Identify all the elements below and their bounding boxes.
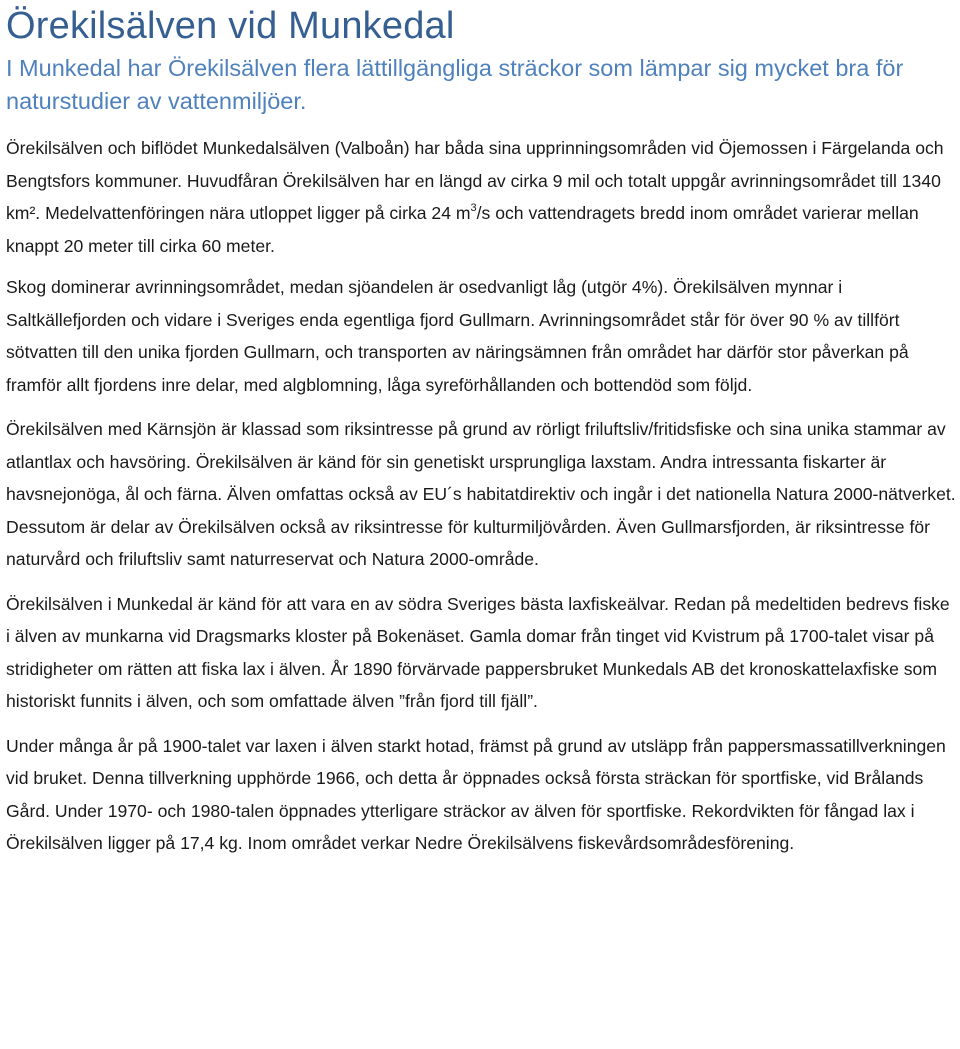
spacer xyxy=(6,118,956,132)
spacer xyxy=(6,718,956,730)
paragraph-catchment: Skog dominerar avrinningsområdet, medan sjöandelen är osedvanligt låg (utgör 4%). Örekilsälven mynnar i Saltkällefjorden och vidare i Sveriges enda egentliga fjord Gullmarn. Avrinningsområdet står för över 90 % av tillfört sötvatten till den unika fjorden Gullmarn, och transporten av näringsämnen från området har därför stor påverkan på framför allt fjordens inre delar, med algblomning, låga syreförhållanden och bottendöd som följd. xyxy=(6,277,909,395)
paragraph-geography-text-b: /s och vattendragets bredd inom området varierar mellan knappt 20 meter till cirka 60 meter. xyxy=(6,203,919,256)
page-subtitle: I Munkedal har Örekilsälven flera lättillgängliga sträckor som lämpar sig mycket bra för naturstudier av vattenmiljöer. xyxy=(6,55,904,114)
superscript-cubic: 3 xyxy=(470,202,477,214)
page-title: Örekilsälven vid Munkedal xyxy=(6,5,455,47)
paragraph-geography-text-a: Örekilsälven och biflödet Munkedalsälven (Valboån) har båda sina upprinningsområden vid Öjemossen i Färgelanda och Bengtsfors kommuner. Huvudfåran Örekilsälven har en längd av cirka 9 mil och totalt uppgår avrinningsområdet till 1340 km². Medelvattenföringen nära utloppet ligger på cirka 24 m xyxy=(6,138,944,223)
document-page xyxy=(6,0,956,860)
spacer xyxy=(6,262,956,271)
paragraph-geography xyxy=(6,132,956,262)
paragraph-national-interest: Örekilsälven med Kärnsjön är klassad som riksintresse på grund av rörligt friluftsliv/fritidsfiske och sina unika stammar av atlantlax och havsöring. Örekilsälven är känd för sin genetiskt ursprungliga laxstam. Andra intressanta fiskarter är havsnejonöga, ål och färna. Älven omfattas också av EU´s habitatdirektiv och ingår i det nationella Natura 2000-nätverket. Dessutom är delar av Örekilsälven också av riksintresse för kulturmiljövården. Även Gullmarsfjorden, är riksintresse för naturvård och friluftsliv samt naturreservat och Natura 2000-område. xyxy=(6,419,956,569)
spacer xyxy=(6,576,956,588)
paragraph-fishing-history: Örekilsälven i Munkedal är känd för att vara en av södra Sveriges bästa laxfiskeälvar. Redan på medeltiden bedrevs fiske i älven av munkarna vid Dragsmarks kloster på Bokenäset. Gamla domar från tinget vid Kvistrum på 1700-talet visar på stridigheter om rätten att fiska lax i älven. År 1890 förvärvade pappersbruket Munkedals AB det kronoskattelaxfiske som historiskt funnits i älven, och som omfattade älven ”från fjord till fjäll”. xyxy=(6,593,950,711)
spacer xyxy=(6,401,956,413)
paragraph-salmon-recovery: Under många år på 1900-talet var laxen i älven starkt hotad, främst på grund av utsläpp från pappersmassatillverkningen vid bruket. Denna tillverkning upphörde 1966, och detta år öppnades också första sträckan för sportfiske, vid Brålands Gård. Under 1970- och 1980-talen öppnades ytterligare sträckor av älven för sportfiske. Rekordvikten för fångad lax i Örekilsälven ligger på 17,4 kg. Inom området verkar Nedre Örekilsälvens fiskevårdsområdesförening. xyxy=(6,735,946,853)
